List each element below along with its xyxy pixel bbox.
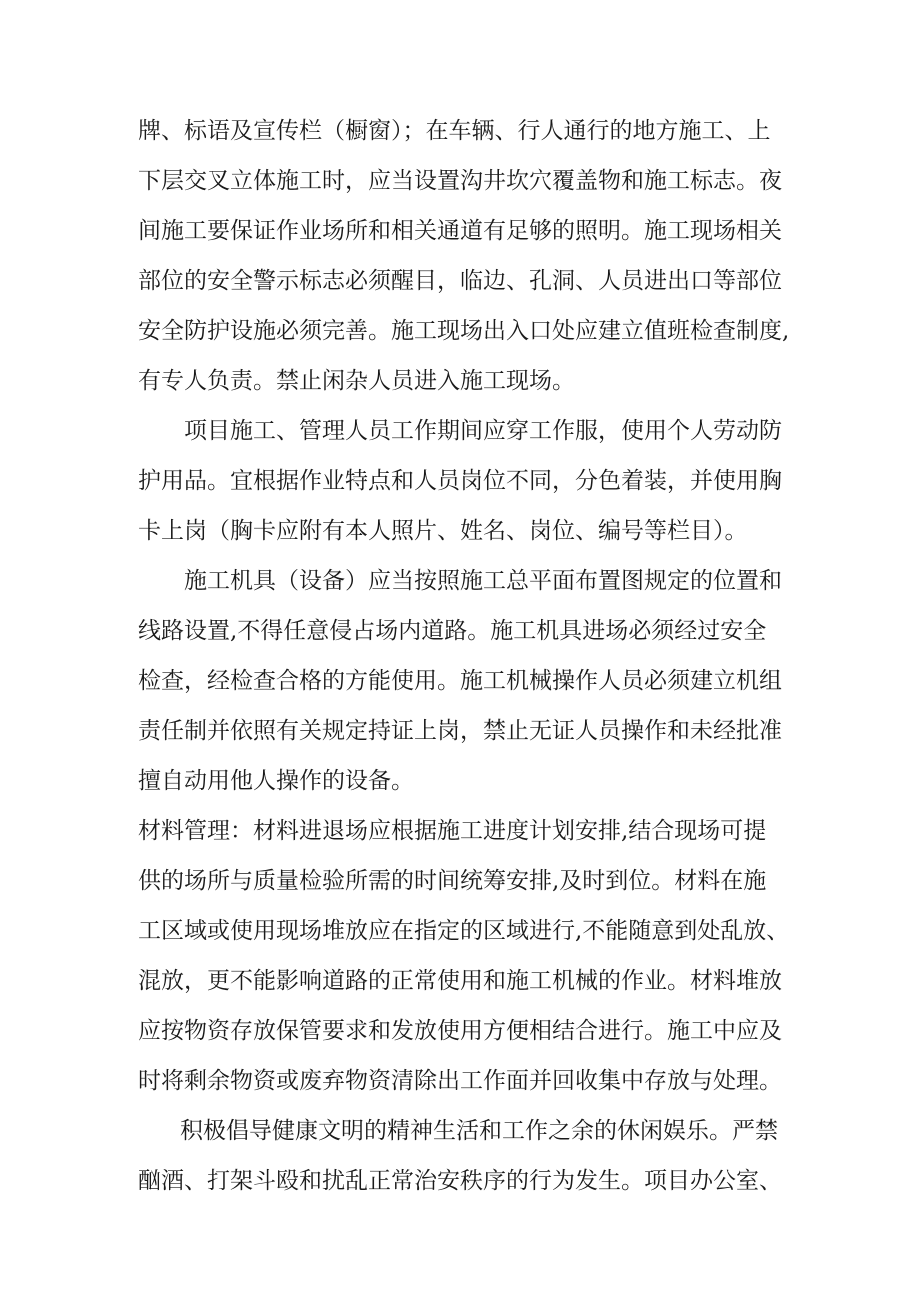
paragraph-first-line: 材料管理：材料进退场应根据施工进度计划安排,结合现场可提 <box>138 818 767 844</box>
text-line: 检查，经检查合格的方能使用。施工机械操作人员必须建立机组 <box>138 668 782 694</box>
text-line: 间施工要保证作业场所和相关通道有足够的照明。施工现场相关 <box>138 218 782 244</box>
text-line: 供的场所与质量检验所需的时间统筹安排,及时到位。材料在施 <box>138 868 767 894</box>
text-line: 卡上岗（胸卡应附有本人照片、姓名、岗位、编号等栏目）。 <box>138 518 748 544</box>
text-line: 混放，更不能影响道路的正常使用和施工机械的作业。材料堆放 <box>138 968 782 994</box>
text-line: 时将剩余物资或废弃物资清除出工作面并回收集中存放与处理。 <box>138 1068 782 1094</box>
text-line: 安全防护设施必须完善。施工现场出入口处应建立值班检查制度, <box>138 318 790 344</box>
text-line: 有专人负责。禁止闲杂人员进入施工现场。 <box>138 368 575 394</box>
text-line: 酗酒、打架斗殴和扰乱正常治安秩序的行为发生。项目办公室、 <box>138 1168 782 1194</box>
paragraph-first-line: 施工机具（设备）应当按照施工总平面布置图规定的位置和 <box>184 568 782 594</box>
text-line: 擅自动用他人操作的设备。 <box>138 768 414 794</box>
text-line: 应按物资存放保管要求和发放使用方便相结合进行。施工中应及 <box>138 1018 782 1044</box>
text-line: 牌、标语及宣传栏（橱窗）；在车辆、行人通行的地方施工、上 <box>138 118 771 144</box>
text-line: 下层交叉立体施工时，应当设置沟井坎穴覆盖物和施工标志。夜 <box>138 168 782 194</box>
paragraph-first-line: 积极倡导健康文明的精神生活和工作之余的休闲娱乐。严禁 <box>180 1118 778 1144</box>
text-line: 工区域或使用现场堆放应在指定的区域进行,不能随意到处乱放、 <box>138 918 790 944</box>
text-line: 护用品。宜根据作业特点和人员岗位不同，分色着装，并使用胸 <box>138 468 782 494</box>
text-line: 部位的安全警示标志必须醒目，临边、孔洞、人员进出口等部位 <box>138 268 782 294</box>
paragraph-first-line: 项目施工、管理人员工作期间应穿工作服，使用个人劳动防 <box>184 418 782 444</box>
text-line: 责任制并依照有关规定持证上岗，禁止无证人员操作和未经批准 <box>138 718 782 744</box>
text-line: 线路设置,不得任意侵占场内道路。施工机具进场必须经过安全 <box>138 618 767 644</box>
